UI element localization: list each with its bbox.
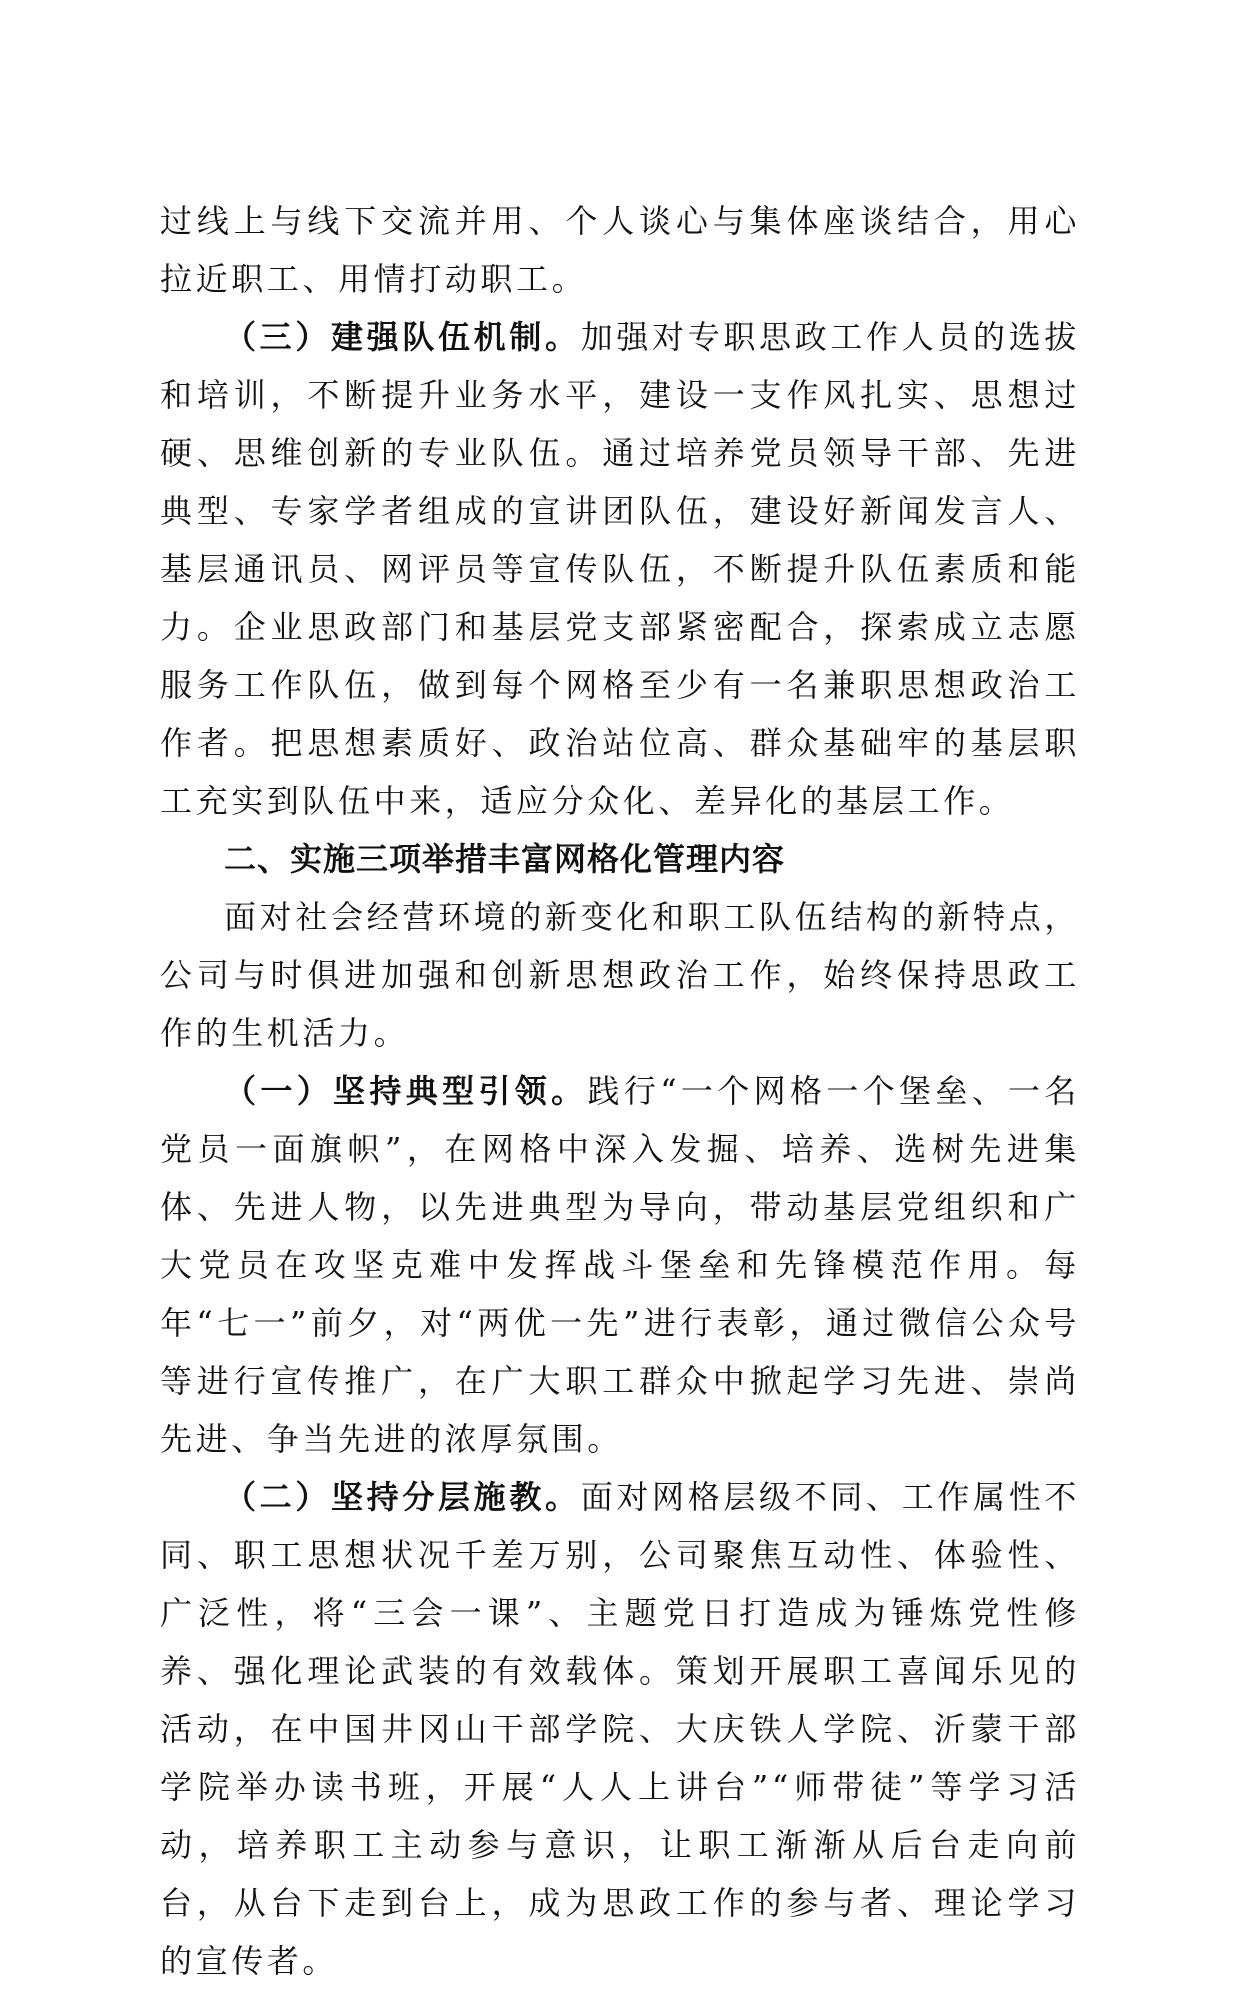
paragraph-intro	[160, 888, 1080, 1062]
paragraph-continuation	[160, 192, 1080, 308]
paragraph-text: 过线上与线下交流并用、个人谈心与集体座谈结合，用心拉近职工、用情打动职工。	[160, 202, 1080, 298]
paragraph-lead: （三）建强队伍机制。	[224, 318, 581, 356]
paragraph-lead: （二）坚持分层施教。	[224, 1478, 581, 1516]
paragraph-layered-teaching	[160, 1468, 1080, 1990]
paragraph-text: 践行“一个网格一个堡垒、一名党员一面旗帜”，在网格中深入发掘、培养、选树先进集体、先进人物，以先进典型为导向，带动基层党组织和广大党员在攻坚克难中发挥战斗堡垒和先锋模范作用。每年“七一”前夕，对“两优一先”进行表彰，通过微信公众号等进行宣传推广，在广大职工群众中掀起学习先进、崇尚先进、争当先进的浓厚氛围。	[160, 1072, 1080, 1458]
paragraph-text: 加强对专职思政工作人员的选拔和培训，不断提升业务水平，建设一支作风扎实、思想过硬、思维创新的专业队伍。通过培养党员领导干部、先进典型、专家学者组成的宣讲团队伍，建设好新闻发言人、基层通讯员、网评员等宣传队伍，不断提升队伍素质和能力。企业思政部门和基层党支部紧密配合，探索成立志愿服务工作队伍，做到每个网格至少有一名兼职思想政治工作者。把思想素质好、政治站位高、群众基础牢的基层职工充实到队伍中来，适应分众化、差异化的基层工作。	[160, 318, 1080, 820]
paragraph-text: 面对社会经营环境的新变化和职工队伍结构的新特点，公司与时俱进加强和创新思想政治工作，始终保持思政工作的生机活力。	[160, 898, 1080, 1052]
paragraph-text: 面对网格层级不同、工作属性不同、职工思想状况千差万别，公司聚焦互动性、体验性、广泛性，将“三会一课”、主题党日打造成为锤炼党性修养、强化理论武装的有效载体。策划开展职工喜闻乐见的活动，在中国井冈山干部学院、大庆铁人学院、沂蒙干部学院举办读书班，开展“人人上讲台”“师带徒”等学习活动，培养职工主动参与意识，让职工渐渐从后台走向前台，从台下走到台上，成为思政工作的参与者、理论学习的宣传者。	[160, 1478, 1080, 1980]
paragraph-team-mechanism	[160, 308, 1080, 830]
section-heading: 二、实施三项举措丰富网格化管理内容	[224, 840, 786, 878]
document-page	[160, 192, 1080, 1990]
paragraph-typical-guidance	[160, 1062, 1080, 1468]
paragraph-lead: （一）坚持典型引领。	[224, 1072, 588, 1110]
